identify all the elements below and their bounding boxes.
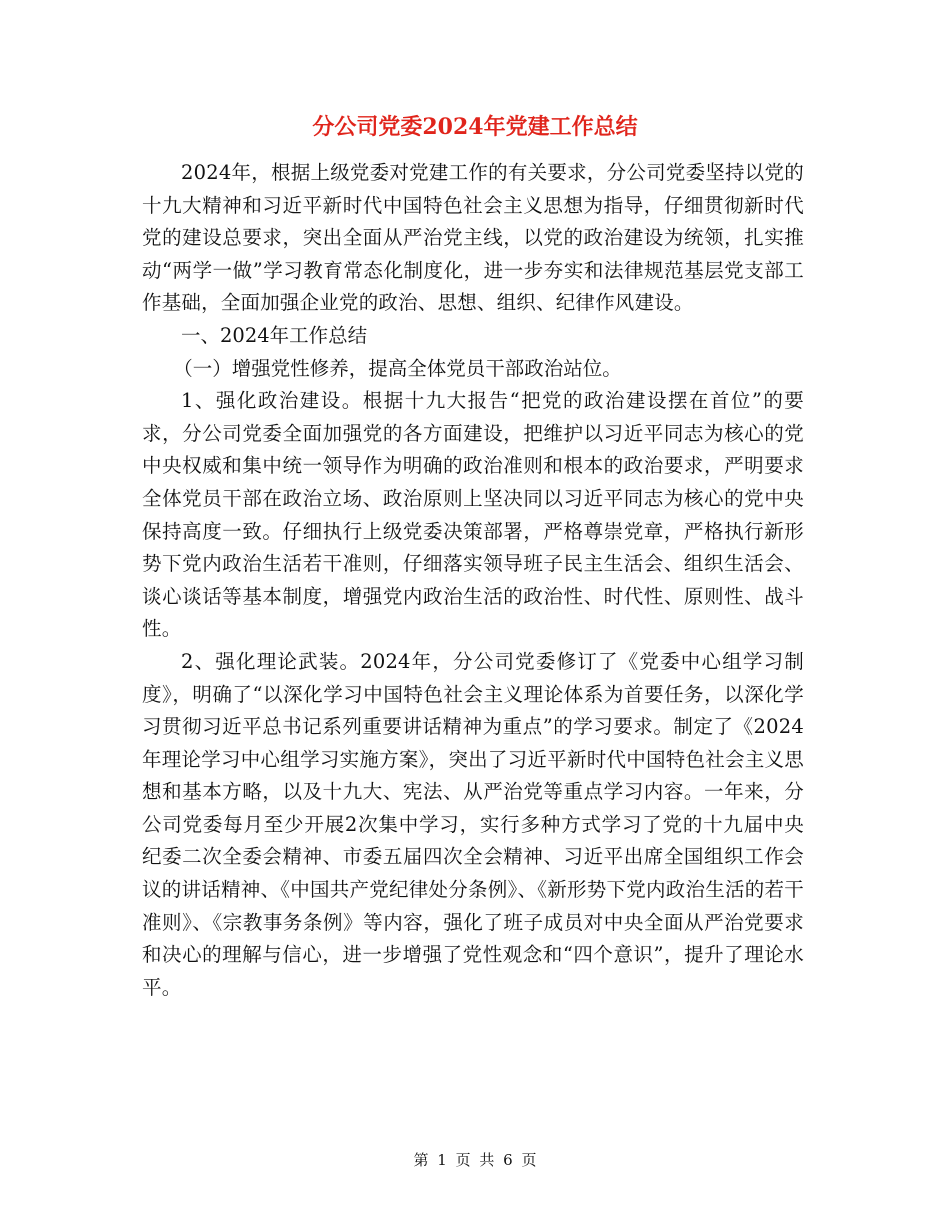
item-paragraph-1: 1、强化政治建设。根据十九大报告“把党的政治建设摆在首位”的要求，分公司党委全面加强党的各方面建设，把维护以习近平同志为核心的党中央权威和集中统一领导作为明确的政治准则和根本的政治要求，严明要求全体党员干部在政治立场、政治原则上坚决同以习近平同志为核心的党中央保持高度一致。仔细执行上级党委决策部署，严格尊崇党章，严格执行新形势下党内政治生活若干准则，仔细落实领导班子民主生活会、组织生活会、谈心谈话等基本制度，增强党内政治生活的政治性、时代性、原则性、战斗性。 xyxy=(142,389,804,641)
intro-paragraph: 2024年，根据上级党委对党建工作的有关要求，分公司党委坚持以党的十九大精神和习近平新时代中国特色社会主义思想为指导，仔细贯彻新时代党的建设总要求，突出全面从严治党主线，以党的政治建设为统领，扎实推动“两学一做”学习教育常态化制度化，进一步夯实和法律规范基层党支部工作基础，全面加强企业党的政治、思想、组织、纪律作风建设。 xyxy=(142,161,804,315)
document-title: 分公司党委2024年党建工作总结 xyxy=(312,114,638,140)
document-body xyxy=(142,157,804,1004)
section-heading-1: 一、2024年工作总结 xyxy=(181,323,368,347)
subsection-heading-1: （一）增强党性修养，提高全体党员干部政治站位。 xyxy=(173,356,622,380)
item-paragraph-2: 2、强化理论武装。2024年，分公司党委修订了《党委中心组学习制度》，明确了“以深化学习中国特色社会主义理论体系为首要任务，以深化学习贯彻习近平总书记系列重要讲话精神为重点”的学习要求。制定了《2024年理论学习中心组学习实施方案》，突出了习近平新时代中国特色社会主义思想和基本方略，以及十九大、宪法、从严治党等重点学习内容。一年来，分公司党委每月至少开展2次集中学习，实行多种方式学习了党的十九届中央纪委二次全委会精神、市委五届四次全会精神、习近平出席全国组织工作会议的讲话精神、《中国共产党纪律处分条例》、《新形势下党内政治生活的若干准则》、《宗教事务条例》等内容，强化了班子成员对中央全面从严治党要求和决心的理解与信心，进一步增强了党性观念和“四个意识”，提升了理论水平。 xyxy=(142,649,804,999)
page-footer: 第 1 页 共 6 页 xyxy=(413,1151,537,1169)
